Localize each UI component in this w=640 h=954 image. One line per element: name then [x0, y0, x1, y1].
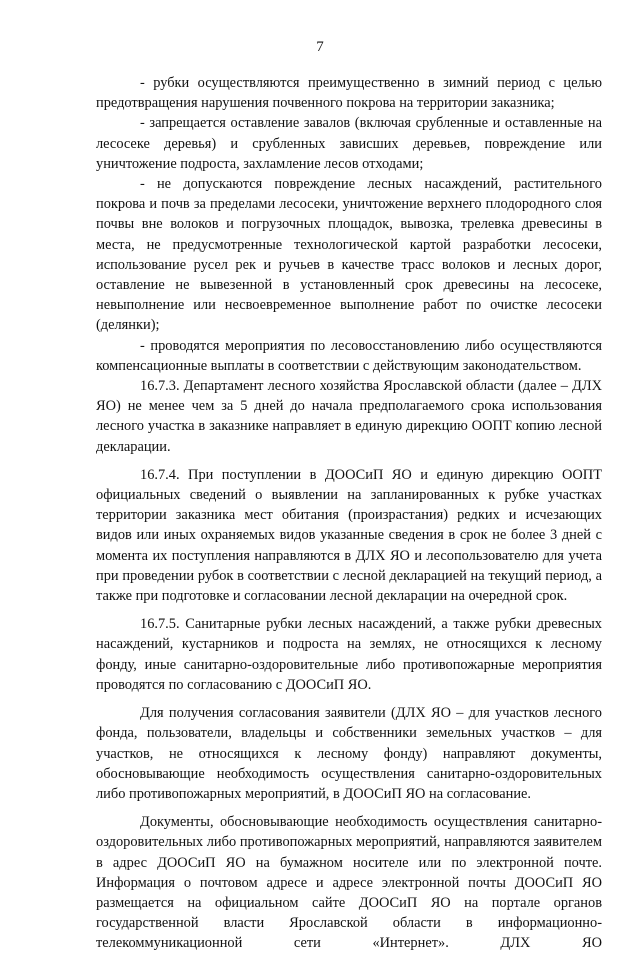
document-body: [96, 73, 602, 954]
paragraph-documents-submission: Документы, обосновывающие необходимость осуществления санитарно-оздоровительных либо противопожарных мероприятий, направляются заявителем в адрес ДООСиП ЯО на бумажном носителе или по электронной почте. Информация о почтовом адресе и адресе электронной почты ДООСиП ЯО размещается на официальном сайте ДООСиП ЯО на портале органов государственной власти Ярославской области в информационно-телекоммуникационной сети «Интернет». ДЛХ ЯО: [96, 814, 602, 952]
paragraph-16-7-4: 16.7.4. При поступлении в ДООСиП ЯО и единую дирекцию ООПТ официальных сведений о выявлении на запланированных к рубке участках территории заказника мест обитания (произрастания) редких и исчезающих видов или иных охраняемых видов указанные сведения в срок не более 3 дней с момента их поступления направляются в ДЛХ ЯО и лесопользователю для учета при проведении рубок в соответствии с лесной декларацией на текущий период, а также при подготовке и согласовании лесной декларации на очередной срок.: [96, 466, 602, 605]
paragraph-16-7-3: 16.7.3. Департамент лесного хозяйства Ярославской области (далее – ДЛХ ЯО) не менее чем за 5 дней до начала предполагаемого срока использования лесного участка в заказнике направляет в единую дирекцию ООПТ копию лесной декларации.: [96, 378, 602, 455]
paragraph-winter-logging: - рубки осуществляются преимущественно в зимний период с целью предотвращения нарушения почвенного покрова на территории заказника;: [96, 75, 602, 112]
paragraph-debris-prohibition: - запрещается оставление завалов (включая срубленные и оставленные на лесосеке деревья) и срубленных зависших деревьев, повреждение или уничтожение подроста, захламление лесов отходами;: [96, 115, 602, 172]
page-number: 7: [316, 39, 324, 55]
paragraph-approval-applicants: Для получения согласования заявители (ДЛХ ЯО – для участков лесного фонда, пользователи, владельцы и собственники земельных участков – для участков, не относящихся к лесному фонду) направляют документы, обосновывающие необходимость осуществления санитарно-оздоровительных либо противопожарных мероприятий, в ДООСиП ЯО на согласование.: [96, 705, 602, 802]
paragraph-reforestation: - проводятся мероприятия по лесовосстановлению либо осуществляются компенсационные выплаты в соответствии с действующим законодательством.: [96, 337, 602, 374]
paragraph-damage-prohibition: - не допускаются повреждение лесных насаждений, растительного покрова и почв за пределами лесосеки, уничтожение верхнего плодородного слоя почвы вне волоков и погрузочных площадок, вывозка, трелевка древесины в места, не предусмотренные технологической картой разработки лесосеки, использование русел рек и ручьев в качестве трасс волоков и лесных дорог, оставление не вывезенной в установленный срок древесины на лесосеке, невыполнение или несвоевременное выполнение работ по очистке лесосеки (делянки);: [96, 176, 602, 334]
paragraph-16-7-5: 16.7.5. Санитарные рубки лесных насаждений, а также рубки древесных насаждений, кустарников и подроста на землях, не относящихся к лесному фонду, иные санитарно-оздоровительные либо противопожарные мероприятия проводятся по согласованию с ДООСиП ЯО.: [96, 616, 602, 693]
